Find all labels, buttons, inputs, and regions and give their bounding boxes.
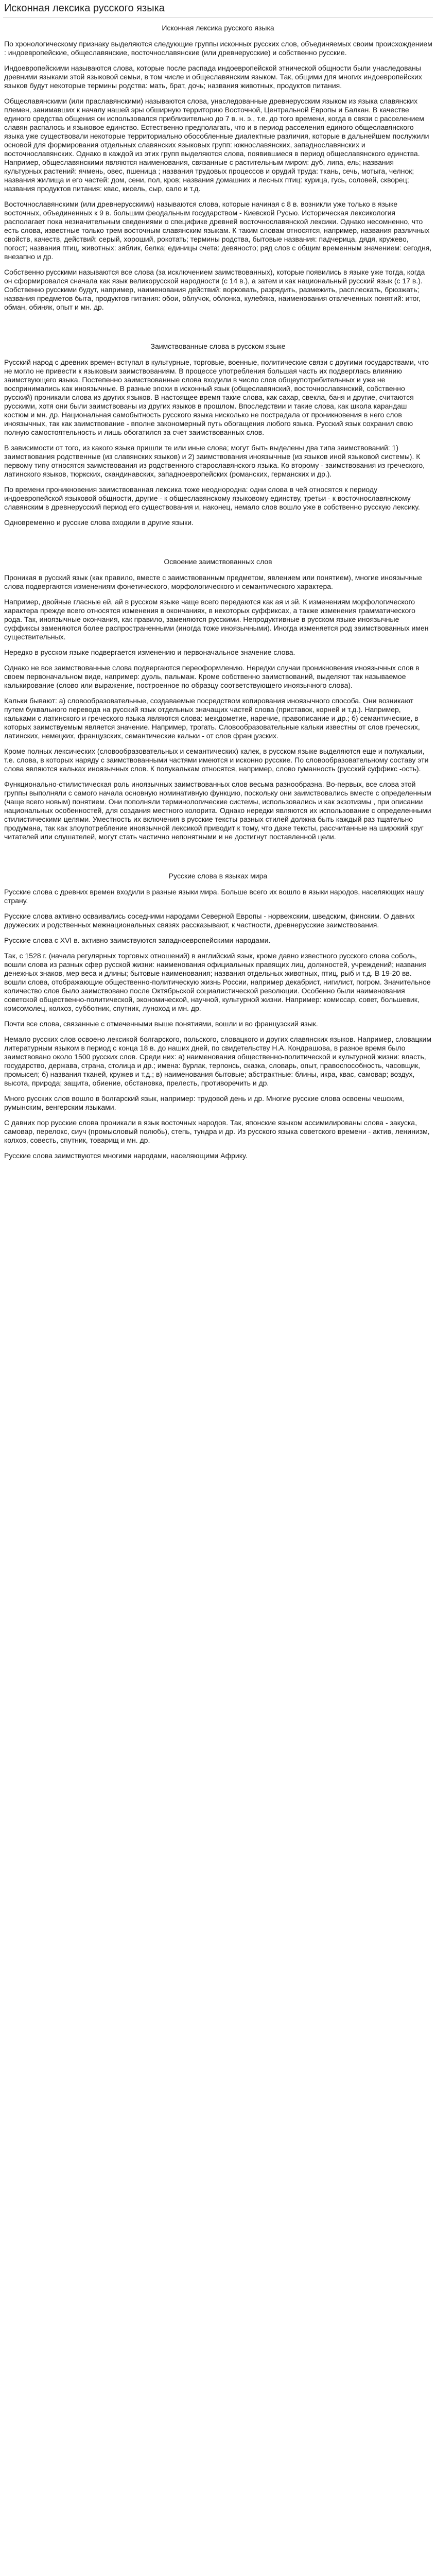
- paragraph: По хронологическому признаку выделяются следующие группы исконных русских слов, объединяемых своим происхождением : индоевропейские, общеславянские, восточнославянские (или древнерусские) и собственно русские.: [4, 40, 432, 57]
- section-spacer: [3, 848, 433, 862]
- section-spacer: [3, 534, 433, 548]
- section-assimilation: [3, 557, 433, 841]
- paragraph: Много русских слов вошло в болгарский язык, например: трудовой день и др. Многие русские слова освоены чешским, румынским, венгерским языками.: [4, 1094, 405, 1111]
- paragraph: Так, с 1528 г. (начала регулярных торговых отношений) в английский язык, кроме давно известного русского слова соболь, вошли слова из разных сфер русской жизни: наименования официальных правящих лиц, должностей, учреждений; названия денежных знаков, мер веса и длины; бытовые наименования; названия отдельных животных, птиц, рыб и т.д. В 19-20 вв. вошли слова, отображающие общественно-политическую жизнь России, например декабрист, нигилист, погром. Значительное количество слов было заимствовано после Октябрьской социалистической революции. Особенно были наименования советской общественно-политической, экономической, научной, культурной жизни. Например: комиссар, совет, большевик, комсомолец, колхоз, субботник, спутник, луноход и мн. др.: [4, 952, 431, 1012]
- section-title: Русские слова в языках мира: [168, 872, 268, 880]
- section-russian-words-world: [3, 872, 433, 1160]
- paragraph: Русские слова с древних времен входили в разные языки мира. Больше всего их вошло в языки народов, населяющих нашу страну.: [4, 888, 424, 905]
- paragraph: Русские слова заимствуются многими народами, населяющими Африку.: [4, 1151, 248, 1160]
- paragraph: Собственно русскими называются все слова (за исключением заимствованных), которые появились в языке уже тогда, когда он сформировался сначала как язык великорусской народности (с 14 в.), а затем и как национальный русский язык (с 17 в.). Собственно русскими будут, например, наименования действий: ворковать, разрядить, размежить, расплескать, брюзжать; названия предметов быта, продуктов питания: обои, облучок, облонка, кулебяка, наименования отвлеченных понятий: итог, обман, обиняк, опыт и мн. др.: [4, 268, 425, 311]
- section-title: Заимствованные слова в русском языке: [150, 342, 286, 350]
- section-title: Освоение заимствованных слов: [164, 557, 272, 566]
- paragraph: Функционально-стилистическая роль иноязычных заимствованных слов весьма разнообразна. Во-первых, все слова этой группы выполняли с самого начала основную номинативную функцию, поскольку они заимствовались вместе с определенным (чаще всего новым) понятием. Они пополняли терминологические системы, использовались и как экзотизмы , при описании национальных особенностей, для создания местного колорита. Однако нередки являются их использование с определенными стилистическими целями. Уместность их включения в русские тексты разных стилей должна быть каждый раз тщательно продумана, так как злоупотребление иноязычной лексикой приводит к тому, что даже тексты, рассчитанные на широкий круг читателей или слушателей, могут стать частично непонятными и не достигнут поставленной цели.: [4, 780, 431, 841]
- article-body: [3, 24, 433, 1160]
- paragraph: С давних пор русские слова проникали в язык восточных народов. Так, японские языком ассимилированы слова - закуска, самовар, перелокс, сиуч (промысловый полюбь), степь, тундра и др. Из русского языка советского времени - актив, ленинизм, колхоз, совесть, спутник, товарищ и мн. др.: [4, 1118, 430, 1144]
- paragraph: Почти все слова, связанные с отмеченными выше понятиями, вошли и во французский язык.: [4, 1020, 318, 1028]
- paragraph: Проникая в русский язык (как правило, вместе с заимствованным предметом, явлением или понятием), многие иноязычные слова подвергаются изменениям фонетического, морфологического и семантического характера.: [4, 573, 422, 590]
- paragraph: Однако не все заимствованные слова подвергаются переоформлению. Нередки случаи проникновения иноязычных слов в своем первоначальном виде, например: дуэль, пальмаж. Кроме собственно заимствований, выделяют так называемое калькирование (слово или выражение, построенное по образцу соответствующего иноязычного слова).: [4, 664, 420, 689]
- paragraph: Восточнославянскими (или древнерусскими) называются слова, которые начиная с 8 в. возникли уже только в языке восточных, объединенных к 9 в. большим феодальным государством - Киевской Русью. Историческая лексикология располагает пока незначительным сведениями о специфике древней восточнославянской лексики. Однако несомненно, что есть слова, известные только трем восточным славянским языкам. К таким словам относятся, например, названия различных свойств, качеств, действий: серый, хороший, рокотать; термины родства, бытовые названия: падчерица, дядя, кружево, погост; названия птиц, животных: зяблик, белка; единицы счета: девяносто; ряд слов с общим временным значением: сегодня, внезапно и др.: [4, 200, 432, 261]
- paragraph: Кроме полных лексических (словообразовательных и семантических) калек, в русском языке выделяются еще и полукальки, т.е. слова, в которых наряду с заимствованными частями имеются и исконно русские. По словообразовательному составу эти слова являются кальках иноязычных слов. К полукалькам относятся, например, слово гуманность (русский суффикс -ость).: [4, 747, 429, 773]
- section-native-vocabulary: [3, 24, 433, 312]
- section-title: Исконная лексика русского языка: [162, 24, 274, 32]
- paragraph: Одновременно и русские слова входили в другие языки.: [4, 518, 194, 527]
- paragraph: Индоевропейскими называются слова, которые после распада индоевропейской этнической общности были унаследованы древними языками этой языковой семьи, в том числе и общеславянским языком. Так, общими для многих индоевропейских языков будут некоторые термины родства: мать, брат, дочь; названия животных, продуктов питания.: [4, 64, 422, 90]
- page-title: Исконная лексика русского языка: [4, 3, 165, 14]
- paragraph: В зависимости от того, из какого языка пришли те или иные слова; могут быть выделены два типа заимствований: 1) заимствования родственные (из славянских языков) и 2) заимствования иноязычные (из языков иной языковой системы). К первому типу относятся заимствования из родственного старославянского языка. Ко второму - заимствования из греческого, латинского языков, тюркских, скандинавских, западноевропейских (романских, германских и др.).: [4, 444, 425, 478]
- section-borrowed-words: [3, 342, 433, 527]
- paragraph: Нередко в русском языке подвергается изменению и первоначальное значение слова.: [4, 648, 295, 656]
- section-spacer: [3, 318, 433, 333]
- paragraph: Русские слова активно осваивались соседними народами Северной Европы - норвежским, шведским, финским. О давних дружеских и родственных межнациональных связях рассказывают, к частности, древнерусские заимствования.: [4, 912, 415, 929]
- page-header: [3, 0, 433, 18]
- paragraph: Например, двойные гласные ей, ай в русском языке чаще всего передаются как ая и эй. К изменениям морфологического характера прежде всего относятся изменения в окончаниях, в некоторых суффиксах, а также изменения грамматического рода. Так, иноязычные окончания, как правило, заменяются русскими. Непродуктивные в русском языке иноязычные суффиксы заменяются более распространенными (иногда тоже иноязычными). Иногда изменяется род заимствованных имен существительных.: [4, 598, 429, 641]
- paragraph: Кальки бывают: а) словообразовательные, создаваемые посредством копирования иноязычного способа. Они возникают путем буквального перевода на русский язык отдельных значащих частей слова (приставок, корней и т.д.). Например, кальками с латинского и греческого языка являются слова: междометие, наречие, правописание и др.; б) семантические, в которых заимствуемым является значение. Например, трогать. Словообразовательные кальки известны от слов греческих, латинских, немецких, французских, семантические кальки - от слов французских.: [4, 697, 420, 740]
- paragraph: Немало русских слов освоено лексикой болгарского, польского, словацкого и других славянских языков. Например, словацким литературным языком в период с конца 18 в. до наших дней, по свидетельству Н.А. Кондрашова, в разное время было заимствовано около 1500 русских слов. Среди них: а) наименования общественно-политической и культурной жизни: власть, государство, держава, страна, столица и др.; имена: бурлак, терпонсь, сказка, словарь, опыт, правоспособность, часовщик, промысел; б) названия тканей, кружев и т.д.; в) наименования бытовые; абстрактные: блины, икра, квас, самовар; воздух, высота, природа; защита, обиение, обстановка, прелесть, противоречить и др.: [4, 1035, 431, 1087]
- paragraph: Русский народ с древних времен вступал в культурные, торговые, военные, политические связи с другими государствами, что не могло не привести к языковым заимствованиям. В процессе употребления большая часть их подверглась влиянию заимствующего языка. Постепенно заимствованные слова входили в число слов общеупотребительных и уже не воспринимались как иноязычные. В разные эпохи в исконный язык (общеславянский, восточнославянский, собственно русский) проникали слова из других языков. В настоящее время такие слова, как сахар, свекла, баня и другие, считаются русскими, хотя они были заимствованы из других языков в прошлом. Впоследствии и такие слова, как школа карандаш костюм и мн. др. Национальная самобытность русского языка нисколько не пострадала от проникновения в него слов иноязычных, так как заимствование - вполне закономерный путь обогащения любого языка. Русский язык сохранил свою полную самостоятельность и лишь обогатился за счет заимствованных слов.: [4, 358, 429, 436]
- paragraph: По времени проникновения заимствованная лексика тоже неоднородна: одни слова в чей относятся к периоду индоевропейской языковой общности, другие - к общеславянскому языковому единству, третьи - к восточнославянскому славянским в древнерусский период его существования и, наконец, немало слов вошло уже в собственно русскую лексику.: [4, 485, 420, 511]
- paragraph: Общеславянскими (или праславянскими) называются слова, унаследованные древнерусским языком из языка славянских племен, занимавших к началу нашей эры обширную территорию Восточной, Центральной Европы и Балкан. В качестве единого средства общения он использовался приблизительно до 7 в. н. э., т.е. до того времени, когда в связи с расселением славян распалось и языковое единство. Естественно предполагать, что и в период расселения единого общеславянского языка уже существовали некоторые территориально обособленные диалектные различия, которые в дальнейшем послужили основой для формирования отдельных славянских языковых групп: южнославянских, западнославянских и восточнославянских. Однако в каждой из этих групп выделяются слова, появившиеся в период общеславянского единства. Например, общеславянскими являются наименования, связанные с растительным миром: дуб, липа, ель; названия культурных растений: ячмень, овес, пшеница ; названия трудовых процессов и орудий труда: ткань, сечь, мотыга, челнок; названия жилища и его частей: дом, сени, пол, кров; названия домашних и лесных птиц: курица, гусь, соловей, скворец; названия продуктов питания: квас, кисель, сыр, сало и т.д.: [4, 97, 429, 193]
- paragraph: Русские слова с XVI в. активно заимствуются западноевропейскими народами.: [4, 936, 271, 944]
